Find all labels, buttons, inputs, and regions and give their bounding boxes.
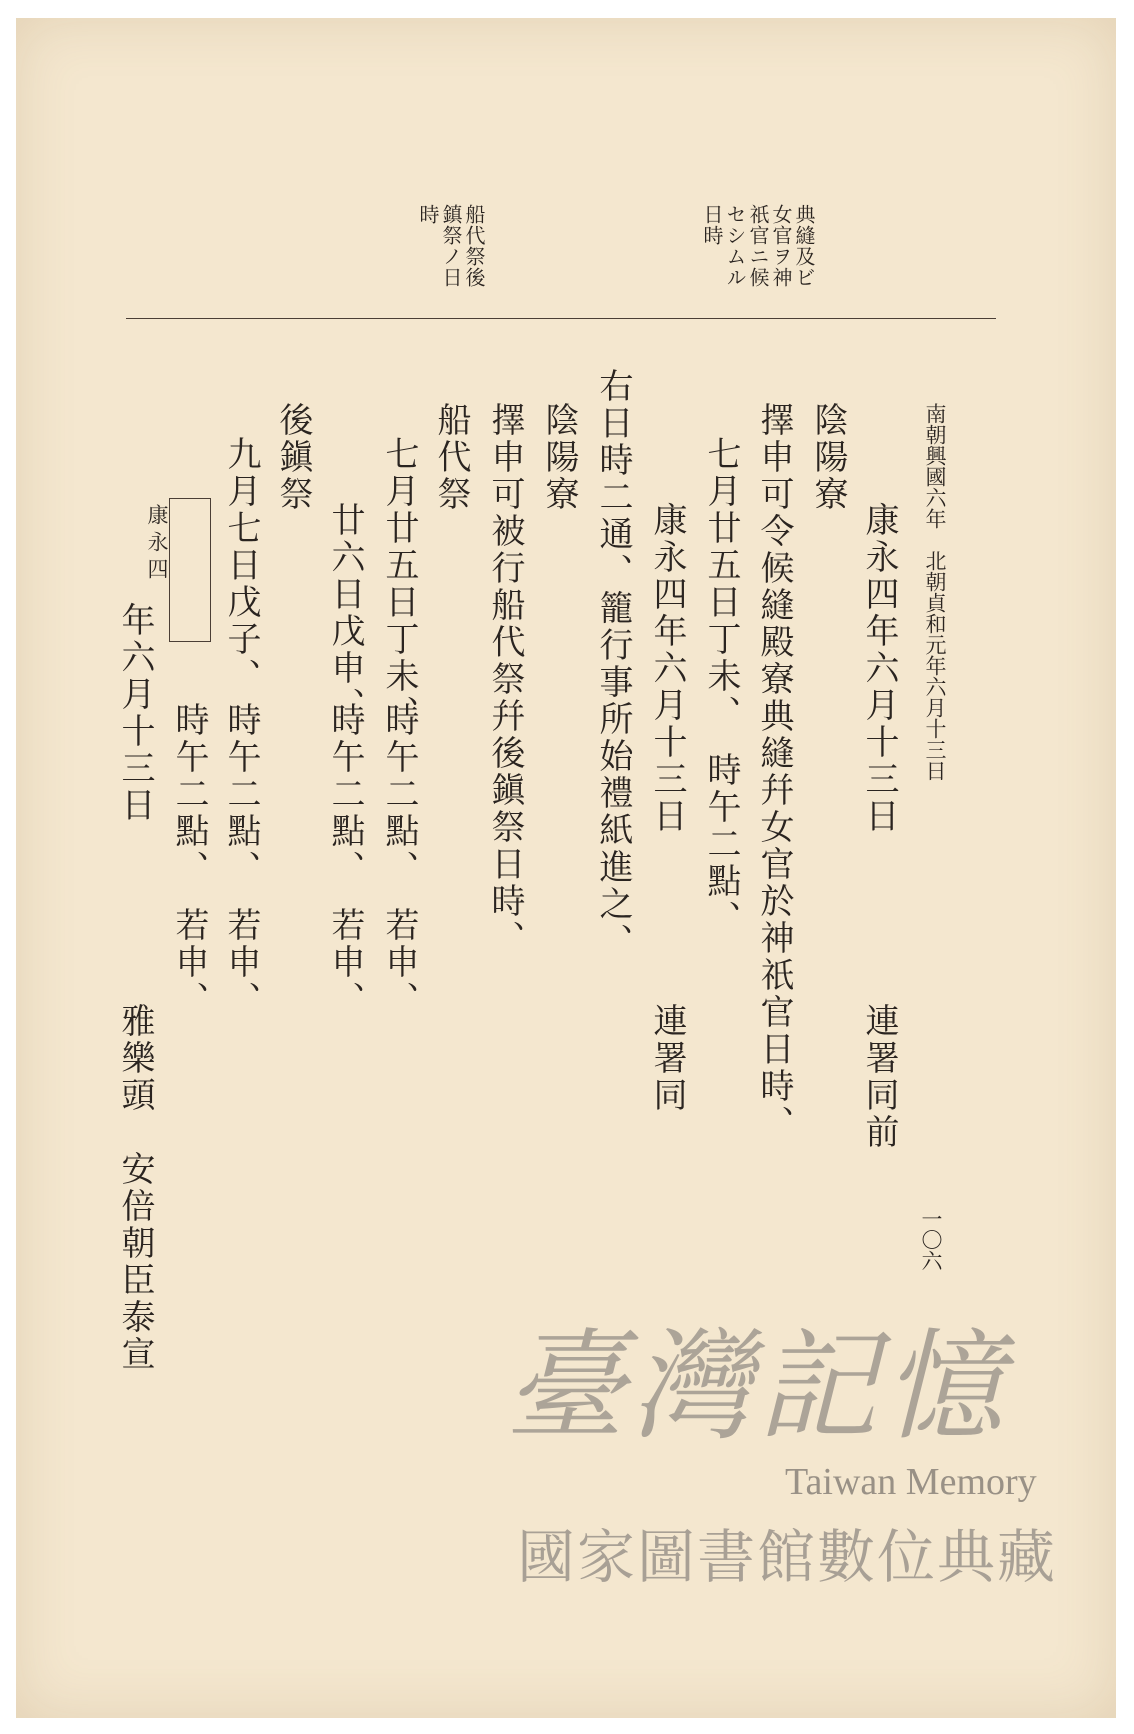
body-line: 七月廿五日丁未、 [379,436,419,732]
head-note-col: 典縫及ビ [792,204,816,288]
body-line: 擇申可被行船代祭幷後鎭祭日時、 [485,402,525,957]
taiwan-memory-logo [505,1310,1065,1460]
bracket-box [169,498,211,642]
body-line: 七月廿五日丁未、 時午二點、 [701,436,741,937]
logo-text: 臺灣記憶 [505,1318,1009,1457]
body-line: 陰陽寮 [539,402,579,513]
watermark-english: Taiwan Memory [785,1461,1037,1503]
page-number: 一〇六 [919,1208,943,1271]
body-line: 後鎭祭 [273,402,313,513]
head-note-col: 祇官ニ候 [746,204,770,288]
head-note-col: 時 [416,204,440,225]
time-entry: 時午二點、 若申、 [325,702,365,1018]
signature: 連署同 [647,1003,687,1114]
head-note-col: 日時 [700,204,724,246]
head-note-col: 鎮祭ノ日 [439,204,463,288]
era-note: 康永四 [145,504,169,585]
body-line: 廿六日戊申、 [325,502,365,724]
body-line: 擇申可令候縫殿寮典縫幷女官於神祇官日時、 [754,402,794,1142]
author: 雅樂頭 安倍朝臣泰宣 [115,1003,155,1373]
signature: 連署同前 [859,1003,899,1151]
body-line: 船代祭 [431,402,471,513]
head-note-col: セシムル [723,204,747,288]
time-entry: 時午二點、 若申、 [169,702,209,1018]
horizontal-rule [126,318,996,319]
time-entry: 時午二點、 若申、 [379,702,419,1018]
head-note-col: 船代祭後 [462,204,486,288]
watermark-library: 國家圖書館數位典藏 [517,1523,1058,1591]
body-line: 右日時二通、籠行事所始禮紙進之、 [593,368,633,960]
body-line: 陰陽寮 [808,402,848,513]
body-line: 康永四年六月十三日 [647,502,687,835]
body-line: 康永四年六月十三日 [859,502,899,835]
running-head: 南朝興國六年 北朝貞和元年六月十三日 [923,403,947,781]
head-note-col: 女官ヲ神 [769,204,793,288]
body-line: 年六月十三日 [115,602,155,824]
body-line: 九月七日戊子、 [221,436,261,695]
time-entry: 時午二點、 若申、 [221,702,261,1018]
